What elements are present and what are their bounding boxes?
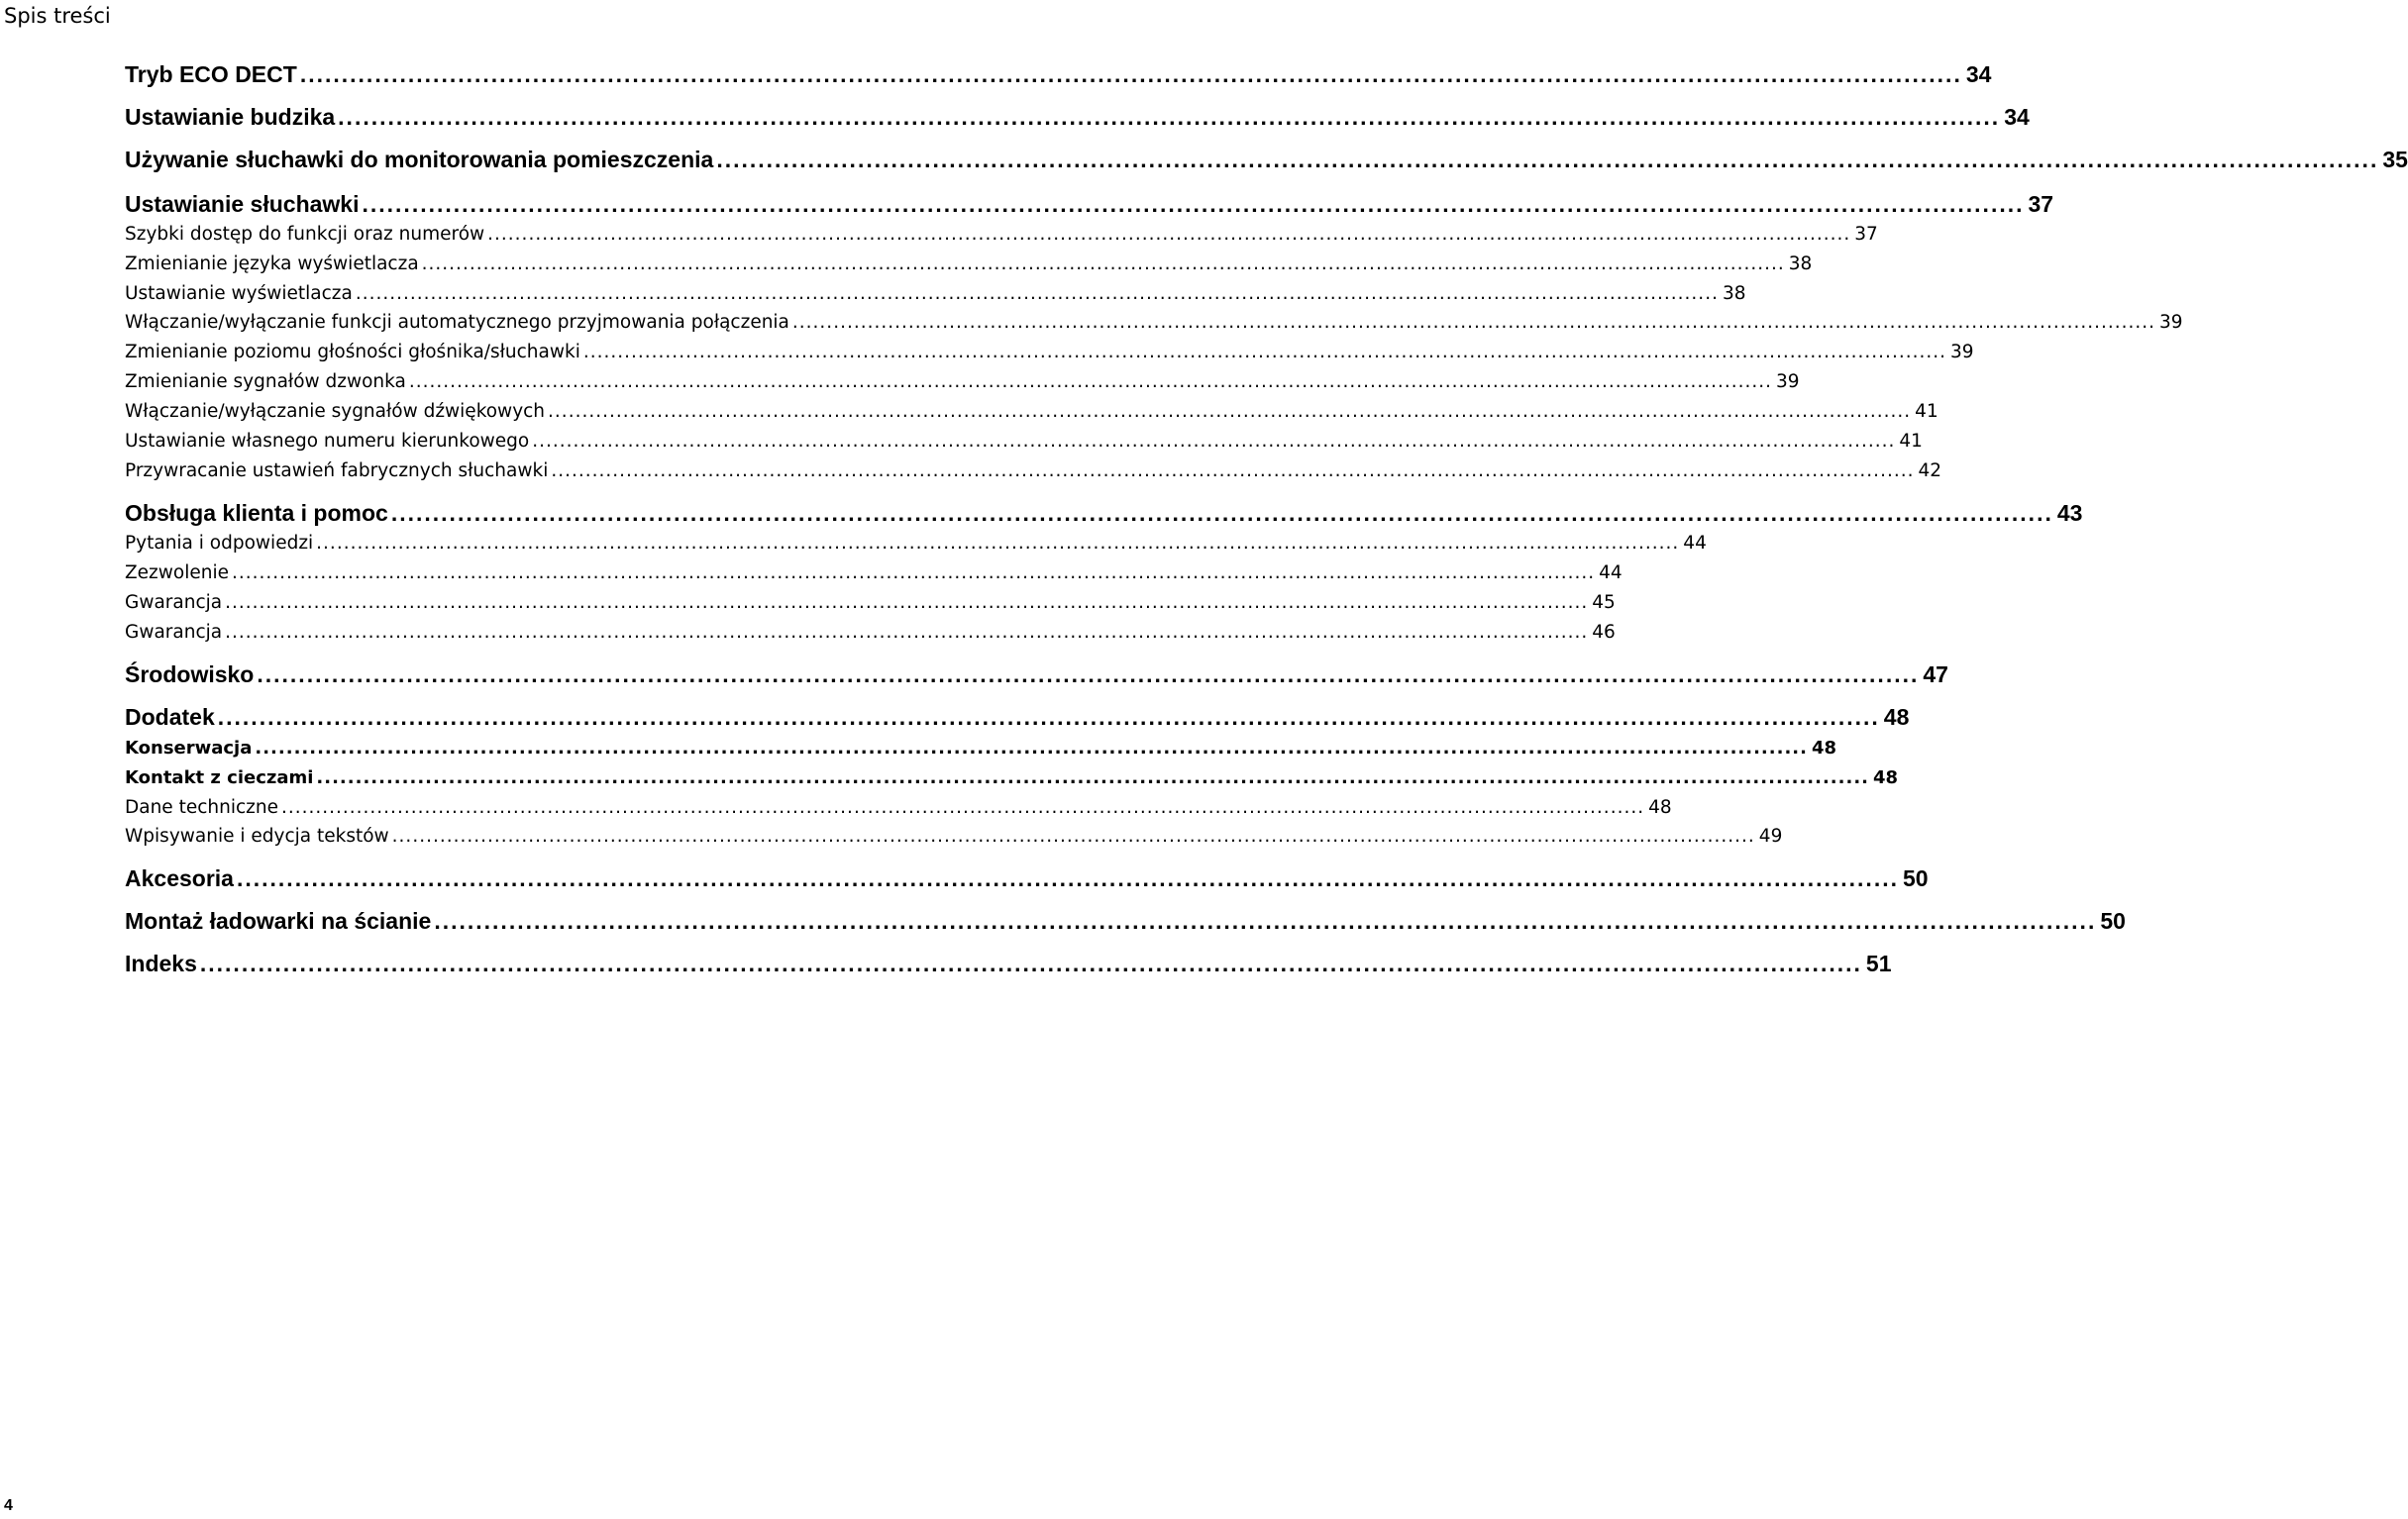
toc-leader-dots: ........................................................................................................................................................................................................: [716, 147, 2379, 172]
toc-entry[interactable]: [125, 431, 1923, 452]
toc-entry-page: 49: [1758, 826, 1783, 847]
toc-leader-dots: ........................................................................................................................................................................................................: [257, 661, 1920, 687]
toc-entry[interactable]: [125, 592, 1616, 613]
toc-entry[interactable]: [125, 104, 2030, 131]
toc-leader-dots: ........................................................................................................................................................................................................: [316, 533, 1680, 554]
toc-entry-title: Akcesoria: [125, 865, 234, 891]
toc-leader-dots: ........................................................................................................................................................................................................: [231, 562, 1596, 583]
toc-entry-title: Zmienianie sygnałów dzwonka: [125, 371, 406, 392]
toc-entry-page: 34: [2004, 104, 2030, 130]
toc-entry-page: 38: [1722, 283, 1746, 304]
toc-entry[interactable]: [125, 61, 1992, 88]
toc-entry-title: Gwarancja: [125, 622, 223, 643]
toc-leader-dots: ........................................................................................................................................................................................................: [408, 371, 1773, 392]
toc-entry[interactable]: [125, 562, 1623, 583]
toc-entry[interactable]: [125, 704, 1910, 731]
toc-entry[interactable]: [125, 342, 1974, 362]
toc-leader-dots: ........................................................................................................................................................................................................: [434, 908, 2097, 934]
toc-entry-title: Gwarancja: [125, 592, 223, 613]
toc-entry-title: Obsługa klienta i pomoc: [125, 500, 388, 526]
toc-entry-title: Tryb ECO DECT: [125, 61, 297, 87]
toc-leader-dots: ........................................................................................................................................................................................................: [217, 704, 1880, 730]
toc-entry-title: Zmienianie poziomu głośności głośnika/słuchawki: [125, 342, 580, 362]
toc-entry-title: Ustawianie budzika: [125, 104, 336, 130]
toc-leader-dots: ........................................................................................................................................................................................................: [548, 401, 1912, 422]
toc-leader-dots: ........................................................................................................................................................................................................: [225, 622, 1589, 643]
toc-entry-page: 39: [1949, 342, 1974, 362]
toc-entry-page: 50: [2100, 908, 2126, 934]
toc-entry-title: Zezwolenie: [125, 562, 229, 583]
toc-entry-page: 44: [1683, 533, 1707, 554]
toc-entry-title: Wpisywanie i edycja tekstów: [125, 826, 389, 847]
toc-leader-dots: ........................................................................................................................................................................................................: [225, 592, 1589, 613]
toc-entry[interactable]: [125, 283, 1746, 304]
page-number: 4: [4, 1497, 13, 1514]
toc-entry-title: Włączanie/wyłączanie funkcji automatycznego przyjmowania połączenia: [125, 312, 789, 333]
toc-entry-page: 47: [1923, 661, 1948, 687]
toc-entry-page: 44: [1599, 562, 1623, 583]
toc-entry[interactable]: [125, 191, 2054, 218]
toc-entry-page: 50: [1903, 865, 1929, 891]
toc-entry-page: 38: [1788, 253, 1813, 274]
toc-entry-title: Pytania i odpowiedzi: [125, 533, 314, 554]
toc-entry[interactable]: [125, 312, 2183, 333]
page-title: Spis treści: [4, 4, 111, 28]
toc-leader-dots: ........................................................................................................................................................................................................: [280, 797, 1645, 818]
toc-leader-dots: ........................................................................................................................................................................................................: [199, 951, 1862, 976]
toc-entry-page: 48: [1883, 704, 1910, 730]
toc-entry-title: Montaż ładowarki na ścianie: [125, 908, 432, 934]
toc-entry[interactable]: [125, 767, 1899, 788]
toc-entry-page: 45: [1592, 592, 1616, 613]
toc-entry[interactable]: [125, 622, 1616, 643]
toc-entry-page: 48: [1873, 767, 1899, 788]
toc-leader-dots: ........................................................................................................................................................................................................: [255, 738, 1808, 759]
toc-entry[interactable]: [125, 371, 1800, 392]
toc-entry-title: Indeks: [125, 951, 197, 976]
toc-entry-page: 35: [2382, 147, 2408, 172]
toc-entry-title: Przywracanie ustawień fabrycznych słuchawki: [125, 460, 549, 481]
toc-leader-dots: ........................................................................................................................................................................................................: [338, 104, 2001, 130]
toc-leader-dots: ........................................................................................................................................................................................................: [532, 431, 1896, 452]
toc-entry[interactable]: [125, 253, 1813, 274]
toc-entry-page: 41: [1915, 401, 1938, 422]
toc-entry[interactable]: [125, 224, 1878, 245]
toc-entry[interactable]: [125, 661, 1948, 688]
toc-leader-dots: ........................................................................................................................................................................................................: [316, 767, 1869, 788]
toc-entry-page: 39: [2159, 312, 2183, 333]
toc-entry-title: Środowisko: [125, 661, 255, 687]
toc-entry-title: Kontakt z cieczami: [125, 767, 314, 788]
toc-entry-page: 48: [1811, 738, 1837, 759]
toc-entry-title: Włączanie/wyłączanie sygnałów dźwiękowych: [125, 401, 546, 422]
toc-entry-page: 34: [1965, 61, 1992, 87]
toc-entry-page: 43: [2056, 500, 2083, 526]
toc-entry[interactable]: [125, 797, 1672, 818]
toc-leader-dots: ........................................................................................................................................................................................................: [299, 61, 1962, 87]
toc-entry[interactable]: [125, 147, 2408, 173]
toc-leader-dots: ........................................................................................................................................................................................................: [421, 253, 1785, 274]
toc-entry[interactable]: [125, 738, 1837, 759]
toc-entry-title: Ustawianie własnego numeru kierunkowego: [125, 431, 530, 452]
toc-leader-dots: ........................................................................................................................................................................................................: [355, 283, 1719, 304]
toc-entry-page: 46: [1592, 622, 1616, 643]
toc-entry-title: Ustawianie słuchawki: [125, 191, 360, 217]
toc-entry[interactable]: [125, 401, 1938, 422]
toc-entry-page: 42: [1918, 460, 1942, 481]
toc-entry-title: Szybki dostęp do funkcji oraz numerów: [125, 224, 485, 245]
toc-leader-dots: ........................................................................................................................................................................................................: [362, 191, 2025, 217]
toc-entry-page: 37: [2028, 191, 2054, 217]
toc-entry-page: 51: [1865, 951, 1892, 976]
toc-entry-page: 48: [1648, 797, 1672, 818]
toc-entry-page: 37: [1854, 224, 1878, 245]
toc-entry[interactable]: [125, 908, 2126, 935]
toc-entry[interactable]: [125, 826, 1783, 847]
toc-entry-title: Ustawianie wyświetlacza: [125, 283, 353, 304]
toc-entry-title: Dane techniczne: [125, 797, 278, 818]
toc-entry[interactable]: [125, 500, 2083, 527]
toc-entry-title: Zmienianie języka wyświetlacza: [125, 253, 419, 274]
toc-entry[interactable]: [125, 951, 1892, 977]
toc-leader-dots: ........................................................................................................................................................................................................: [391, 826, 1755, 847]
toc-entry[interactable]: [125, 460, 1942, 481]
toc-entry[interactable]: [125, 533, 1707, 554]
toc-leader-dots: ........................................................................................................................................................................................................: [582, 342, 1946, 362]
toc-entry[interactable]: [125, 865, 1929, 892]
toc-entry-page: 39: [1776, 371, 1800, 392]
toc-entry-title: Dodatek: [125, 704, 215, 730]
toc-entry-title: Konserwacja: [125, 738, 253, 759]
toc-entry-title: Używanie słuchawki do monitorowania pomieszczenia: [125, 147, 714, 172]
toc-leader-dots: ........................................................................................................................................................................................................: [236, 865, 1899, 891]
toc-leader-dots: ........................................................................................................................................................................................................: [791, 312, 2156, 333]
toc-leader-dots: ........................................................................................................................................................................................................: [551, 460, 1915, 481]
toc-entry-page: 41: [1899, 431, 1923, 452]
toc-leader-dots: ........................................................................................................................................................................................................: [390, 500, 2053, 526]
toc-leader-dots: ........................................................................................................................................................................................................: [487, 224, 1851, 245]
